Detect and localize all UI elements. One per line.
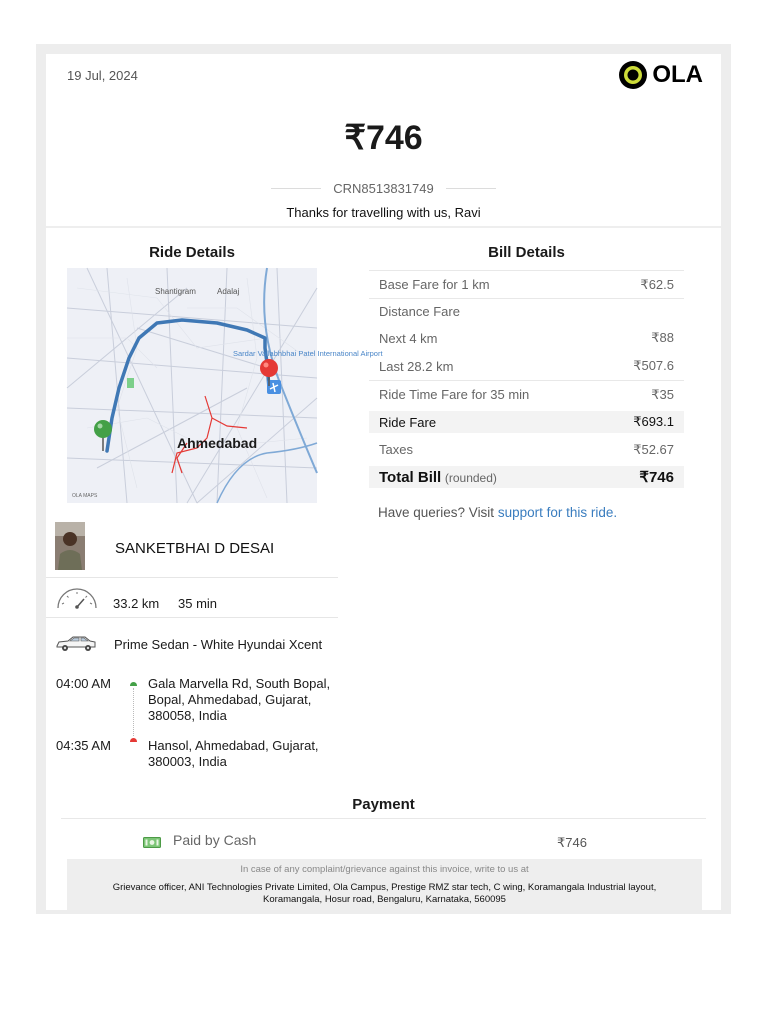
total-amount: ₹746 — [344, 119, 423, 157]
trip-distance: 33.2 km — [113, 596, 160, 611]
support-link[interactable]: support for this ride. — [497, 505, 618, 520]
route-map-graphic — [67, 268, 383, 503]
total-bill-label: Total Bill — [379, 468, 442, 486]
crn-divider-right — [446, 188, 496, 189]
payment-amount: ₹746 — [557, 835, 587, 850]
bill-table — [369, 270, 684, 488]
grievance-address: Grievance officer, ANI Technologies Private Limited, Ola Campus, Prestige RMZ star tech, C wing, Koramangala Industrial layout, Koramangala, Hosur road, Bengaluru, Karnataka, 560095 — [112, 882, 657, 905]
driver-photo-graphic — [55, 522, 85, 570]
payment-method: Paid by Cash — [173, 832, 257, 848]
route-connector — [133, 688, 134, 736]
cash-icon — [143, 835, 161, 853]
header-divider — [46, 226, 721, 228]
ride-details-title: Ride Details — [149, 244, 235, 261]
grievance-intro: In case of any complaint/grievance against this invoice, write to us at — [240, 864, 529, 875]
ride-time-value: ₹35 — [651, 386, 674, 402]
bill-row-last — [369, 352, 684, 380]
ola-logo-icon — [618, 60, 648, 90]
driver-avatar — [55, 522, 85, 570]
grievance-footer — [67, 859, 702, 910]
bill-row-taxes — [369, 433, 684, 466]
next-km-label: Next 4 km — [379, 330, 438, 346]
pickup-time: 04:00 AM — [56, 676, 111, 691]
map-label-city: Ahmedabad — [177, 435, 258, 451]
queries-prefix: Have queries? Visit — [378, 505, 495, 520]
thanks-message: Thanks for travelling with us, Ravi — [286, 205, 481, 220]
last-km-label: Last 28.2 km — [379, 358, 454, 374]
car-icon — [55, 634, 97, 657]
pickup-dot-icon — [130, 682, 137, 686]
driver-name: SANKETBHAI D DESAI — [115, 540, 275, 557]
bill-row-ride-fare — [369, 411, 684, 433]
bill-details-title: Bill Details — [488, 244, 565, 261]
bill-row-base-fare — [369, 270, 684, 298]
driver-separator — [46, 577, 338, 578]
vehicle-info: Prime Sedan - White Hyundai Xcent — [114, 637, 323, 652]
bill-row-total — [369, 466, 684, 488]
base-fare-label: Base Fare for 1 km — [379, 277, 490, 292]
crn-row — [46, 181, 721, 196]
payment-divider — [61, 818, 706, 819]
bill-row-ride-time — [369, 380, 684, 408]
map-label-adalaj: Adalaj — [217, 287, 240, 296]
ride-time-label: Ride Time Fare for 35 min — [379, 387, 530, 402]
invoice-card — [46, 54, 721, 910]
taxes-label: Taxes — [379, 442, 413, 457]
invoice-outer — [36, 44, 731, 914]
pickup-address: Gala Marvella Rd, South Bopal, Bopal, Ahmedabad, Gujarat, 380058, India — [148, 676, 331, 723]
drop-address: Hansol, Ahmedabad, Gujarat, 380003, India — [148, 738, 319, 769]
map-label-airport: Sardar Vallabhbhai Patel International Airport — [233, 349, 383, 358]
invoice-date: 19 Jul, 2024 — [67, 68, 138, 83]
last-km-value: ₹507.6 — [633, 358, 674, 373]
svg-text:OLA MAPS: OLA MAPS — [72, 493, 98, 499]
base-fare-value: ₹62.5 — [640, 276, 674, 292]
drop-dot-icon — [130, 738, 137, 742]
crn-divider-left — [271, 188, 321, 189]
total-bill-note: (rounded) — [444, 470, 497, 485]
route-map — [67, 268, 383, 503]
ride-fare-value: ₹693.1 — [633, 414, 674, 429]
total-bill-value: ₹746 — [639, 469, 674, 486]
bill-row-next — [369, 324, 684, 352]
meter-separator — [46, 617, 338, 618]
speedometer-icon — [55, 586, 99, 615]
brand-name: OLA — [652, 61, 703, 88]
trip-duration: 35 min — [178, 596, 218, 611]
drop-time: 04:35 AM — [56, 738, 111, 753]
next-km-value: ₹88 — [651, 330, 674, 345]
distance-fare-label: Distance Fare — [379, 304, 460, 319]
ride-fare-label: Ride Fare — [379, 414, 437, 430]
queries-text — [378, 505, 617, 520]
payment-title: Payment — [352, 796, 415, 813]
ola-logo — [618, 60, 703, 90]
bill-row-distance-fare — [369, 298, 684, 324]
crn-number: CRN8513831749 — [333, 181, 434, 196]
map-label-shantigram: Shantigram — [155, 287, 196, 296]
taxes-value: ₹52.67 — [633, 441, 674, 457]
